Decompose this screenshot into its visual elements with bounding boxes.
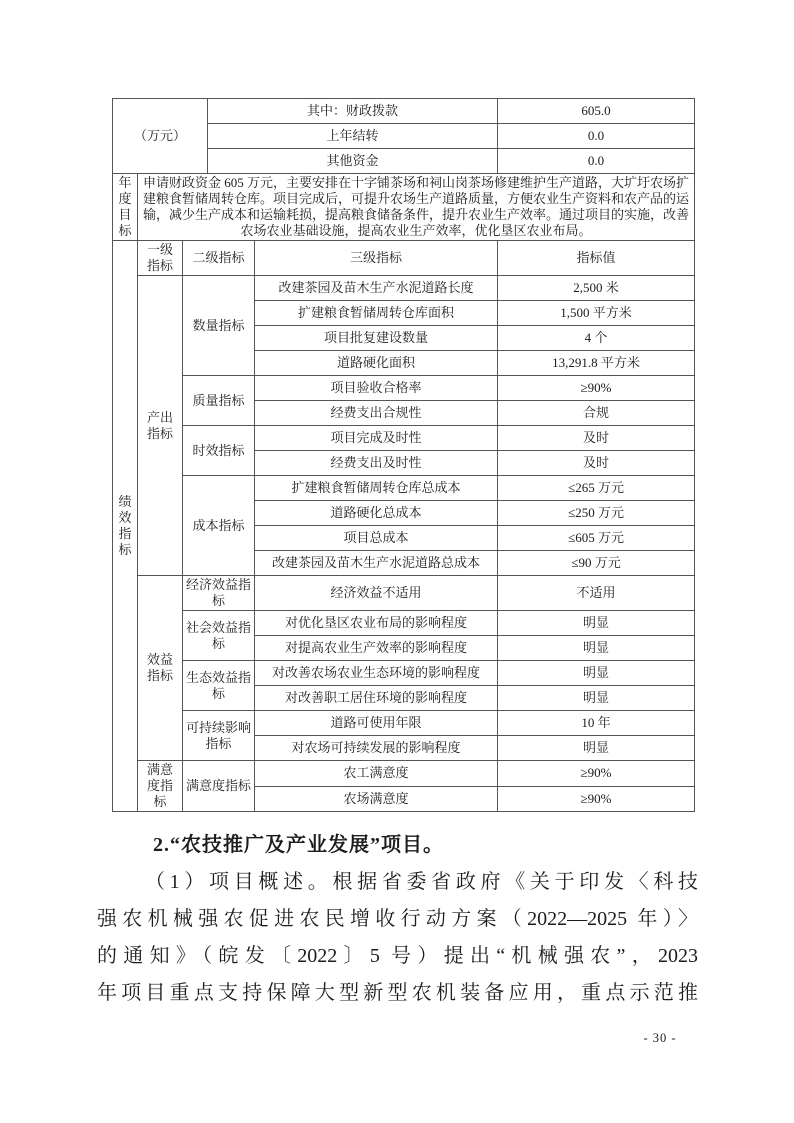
indicator-row [113,476,695,501]
funding-row-label: 其中：财政拨款 [208,99,498,124]
indicator-name: 扩建粮食暂储周转仓库面积 [255,301,498,326]
indicator-value: ≤265 万元 [498,476,695,501]
header-level2: 二级指标 [183,241,255,276]
indicator-value: 明显 [498,736,695,761]
indicator-name: 道路可使用年限 [255,711,498,736]
header-level3: 三级指标 [255,241,498,276]
header-value: 指标值 [498,241,695,276]
indicator-value: 不适用 [498,576,695,611]
level2-cost: 成本指标 [183,476,255,576]
indicator-name: 对改善职工居住环境的影响程度 [255,686,498,711]
body-line: 年项目重点支持保障大型新型农机装备应用，重点示范推 [97,982,698,1004]
indicator-name: 项目批复建设数量 [255,326,498,351]
level2-quality: 质量指标 [183,376,255,426]
level2-ecological: 生态效益指标 [183,661,255,711]
indicator-name: 农工满意度 [255,761,498,787]
header-level1: 一级指标 [138,241,183,276]
funding-row [113,99,695,124]
funding-row-label: 其他资金 [208,149,498,174]
indicator-value: 10 年 [498,711,695,736]
indicator-value: ≤250 万元 [498,501,695,526]
indicator-value: 13,291.8 平方米 [498,351,695,376]
level1-output: 产出指标 [138,276,183,576]
funding-row-value: 605.0 [498,99,695,124]
indicator-header-row [113,241,695,276]
indicator-row [113,276,695,301]
indicator-name: 经费支出及时性 [255,451,498,476]
indicator-name: 对农场可持续发展的影响程度 [255,736,498,761]
indicator-name: 项目完成及时性 [255,426,498,451]
indicator-row [113,761,695,787]
indicator-value: ≥90% [498,786,695,812]
level2-satisfaction: 满意度指标 [183,761,255,812]
indicator-value: ≥90% [498,761,695,787]
indicator-name: 农场满意度 [255,786,498,812]
indicator-name: 扩建粮食暂储周转仓库总成本 [255,476,498,501]
indicator-name: 道路硬化总成本 [255,501,498,526]
indicator-name: 对提高农业生产效率的影响程度 [255,636,498,661]
indicator-row [113,711,695,736]
indicator-name: 项目验收合格率 [255,376,498,401]
indicator-name: 改建茶园及苗木生产水泥道路长度 [255,276,498,301]
indicator-value: ≤605 万元 [498,526,695,551]
indicator-name: 改建茶园及苗木生产水泥道路总成本 [255,551,498,576]
funding-row-value: 0.0 [498,149,695,174]
indicator-row [113,426,695,451]
indicator-row [113,376,695,401]
annual-goal-text: 申请财政资金 605 万元，主要安排在十字铺茶场和祠山岗茶场修建维护生产道路，大圹圩农场扩建粮食暂储周转仓库。项目完成后，可提升农场生产道路质量，方便农业生产资料和农产品的运输，减少生产成本和运输耗损，提高粮食储备条件，提升农业生产效率。通过项目的实施，改善农场农业基础设施，提高农业生产效率，优化垦区农业布局。 [138,174,695,241]
indicator-name: 道路硬化面积 [255,351,498,376]
indicator-name: 项目总成本 [255,526,498,551]
annual-goal-row [113,174,695,241]
level2-economic: 经济效益指标 [183,576,255,611]
level2-sustain: 可持续影响指标 [183,711,255,761]
indicator-name: 对改善农场农业生态环境的影响程度 [255,661,498,686]
indicator-name: 经济效益不适用 [255,576,498,611]
body-line: 的通知》（皖发〔2022〕5 号）提出“机械强农”，2023 [97,945,698,967]
level2-social: 社会效益指标 [183,611,255,661]
perf-section-label: 绩效指标 [113,241,138,812]
indicator-name: 经费支出合规性 [255,401,498,426]
indicator-value: 2,500 米 [498,276,695,301]
indicator-name: 对优化垦区农业布局的影响程度 [255,611,498,636]
indicator-value: 及时 [498,451,695,476]
funding-row-value: 0.0 [498,124,695,149]
page-number: - 30 - [643,1031,677,1045]
level1-benefit: 效益指标 [138,576,183,761]
indicator-value: 及时 [498,426,695,451]
body-line: （1）项目概述。根据省委省政府《关于印发〈科技 [145,871,698,893]
indicator-value: 明显 [498,661,695,686]
body-text-section [97,826,698,1012]
indicator-value: 明显 [498,611,695,636]
indicator-value: ≥90% [498,376,695,401]
level2-timeliness: 时效指标 [183,426,255,476]
funding-unit-label: （万元） [113,99,208,174]
indicator-value: 合规 [498,401,695,426]
indicator-value: 明显 [498,686,695,711]
indicator-value: 明显 [498,636,695,661]
level2-quantity: 数量指标 [183,276,255,376]
indicator-value: ≤90 万元 [498,551,695,576]
indicator-row [113,611,695,636]
indicator-row [113,576,695,611]
level1-satisfaction: 满意度指标 [138,761,183,812]
funding-row-label: 上年结转 [208,124,498,149]
performance-report-table [112,98,695,812]
indicator-value: 4 个 [498,326,695,351]
body-line: 强农机械强农促进农民增收行动方案（2022—2025 年）〉 [97,908,698,930]
section-heading: 2.“农技推广及产业发展”项目。 [153,834,444,856]
indicator-row [113,661,695,686]
indicator-value: 1,500 平方米 [498,301,695,326]
annual-goal-label: 年度目标 [113,174,138,241]
